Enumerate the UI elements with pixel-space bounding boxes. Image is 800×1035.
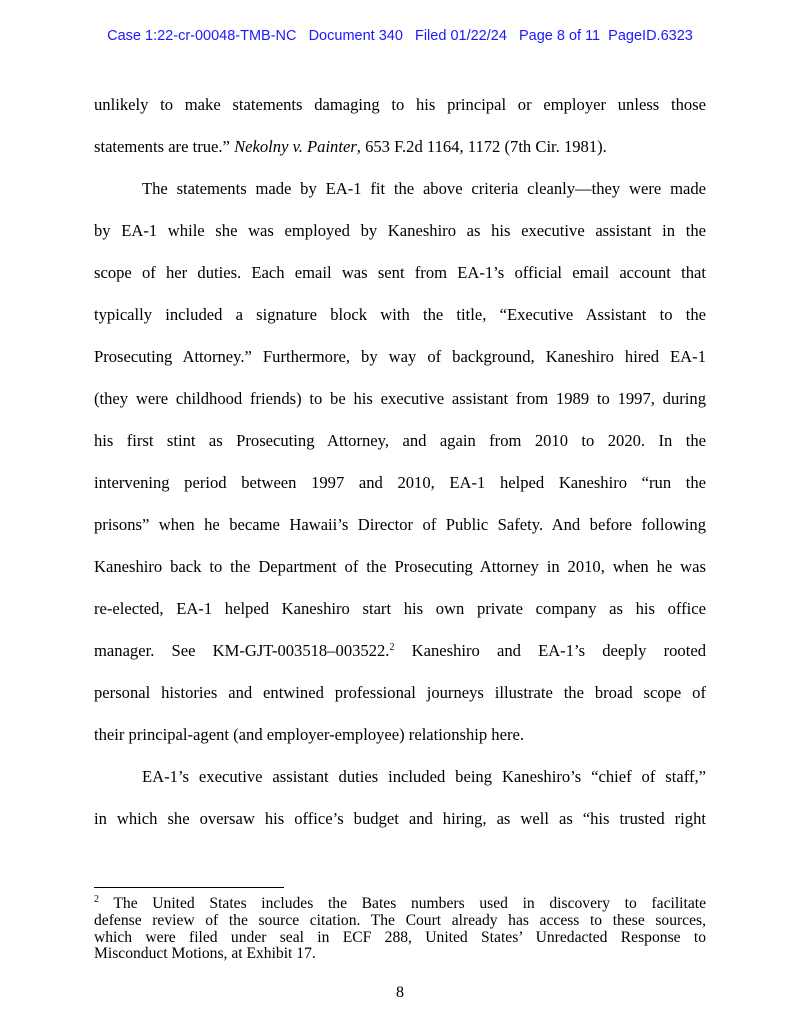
text-segment: by EA-1 while she was employed by Kaneshiro as his executive assistant in the xyxy=(94,221,706,240)
footnote xyxy=(94,896,706,963)
text-line xyxy=(94,387,706,429)
text-segment: in which she oversaw his office’s budget and hiring, as well as “his trusted right xyxy=(94,809,706,828)
case-citation: Nekolny v. Painter xyxy=(234,137,357,156)
footnote-line: which were filed under seal in ECF 288, United States’ Unredacted Response to xyxy=(94,928,706,946)
text-segment: scope of her duties. Each email was sent from EA-1’s official email account that xyxy=(94,263,706,282)
text-segment: typically included a signature block with the title, “Executive Assistant to the xyxy=(94,305,706,324)
text-segment: unlikely to make statements damaging to his principal or employer unless those xyxy=(94,95,706,114)
footnote-line: defense review of the source citation. The Court already has access to these sources, xyxy=(94,911,706,929)
text-segment: personal histories and entwined professional journeys illustrate the broad scope of xyxy=(94,683,706,702)
text-line xyxy=(94,345,706,387)
text-segment: The statements made by EA-1 fit the above criteria cleanly—they were made xyxy=(142,179,706,198)
text-line xyxy=(94,723,706,765)
text-line xyxy=(94,639,706,681)
text-line xyxy=(94,93,706,135)
footnote-line: $^2$ The United States includes the Bates numbers used in discovery to facilitate xyxy=(94,894,706,912)
footnote-line: Misconduct Motions, at Exhibit 17. xyxy=(94,945,316,963)
text-line xyxy=(94,303,706,345)
text-segment: Kaneshiro and EA-1’s deeply rooted xyxy=(394,641,706,660)
text-segment: manager. See KM-GJT-003518–003522. xyxy=(94,641,390,660)
text-segment: prisons” when he became Hawaii’s Director of Public Safety. And before following xyxy=(94,515,706,534)
text-line xyxy=(94,429,706,471)
text-line xyxy=(94,597,706,639)
text-line xyxy=(94,681,706,723)
text-segment: intervening period between 1997 and 2010, EA-1 helped Kaneshiro “run the xyxy=(94,473,706,492)
text-line xyxy=(94,177,706,219)
text-line xyxy=(94,555,706,597)
text-line xyxy=(94,807,706,849)
text-line xyxy=(94,261,706,303)
text-segment: (they were childhood friends) to be his executive assistant from 1989 to 1997, during xyxy=(94,389,706,408)
text-segment: Prosecuting Attorney.” Furthermore, by way of background, Kaneshiro hired EA-1 xyxy=(94,347,706,366)
body-text xyxy=(94,93,706,849)
page-number: 8 xyxy=(396,984,404,1001)
text-segment: re-elected, EA-1 helped Kaneshiro start his own private company as his office xyxy=(94,599,706,618)
text-line xyxy=(94,513,706,555)
text-line xyxy=(94,135,706,177)
footnote-divider xyxy=(94,887,284,888)
text-segment: their principal-agent (and employer-employee) relationship here. xyxy=(94,725,525,744)
text-segment: EA-1’s executive assistant duties included being Kaneshiro’s “chief of staff,” xyxy=(142,767,706,786)
text-line xyxy=(94,765,706,807)
footnote-marker: 2 xyxy=(94,894,99,905)
text-line xyxy=(94,219,706,261)
text-segment: , 653 F.2d 1164, 1172 (7th Cir. 1981). xyxy=(356,137,607,156)
text-segment: his first stint as Prosecuting Attorney, and again from 2010 to 2020. In the xyxy=(94,431,706,450)
text-segment: Kaneshiro back to the Department of the Prosecuting Attorney in 2010, when he was xyxy=(94,557,706,576)
text-line xyxy=(94,471,706,513)
text-segment: statements are true.” xyxy=(94,137,235,156)
footnote-reference: 2 xyxy=(389,642,395,653)
case-header: Case 1:22-cr-00048-TMB-NC Document 340 Filed 01/22/24 Page 8 of 11 PageID.6323 xyxy=(107,28,693,44)
